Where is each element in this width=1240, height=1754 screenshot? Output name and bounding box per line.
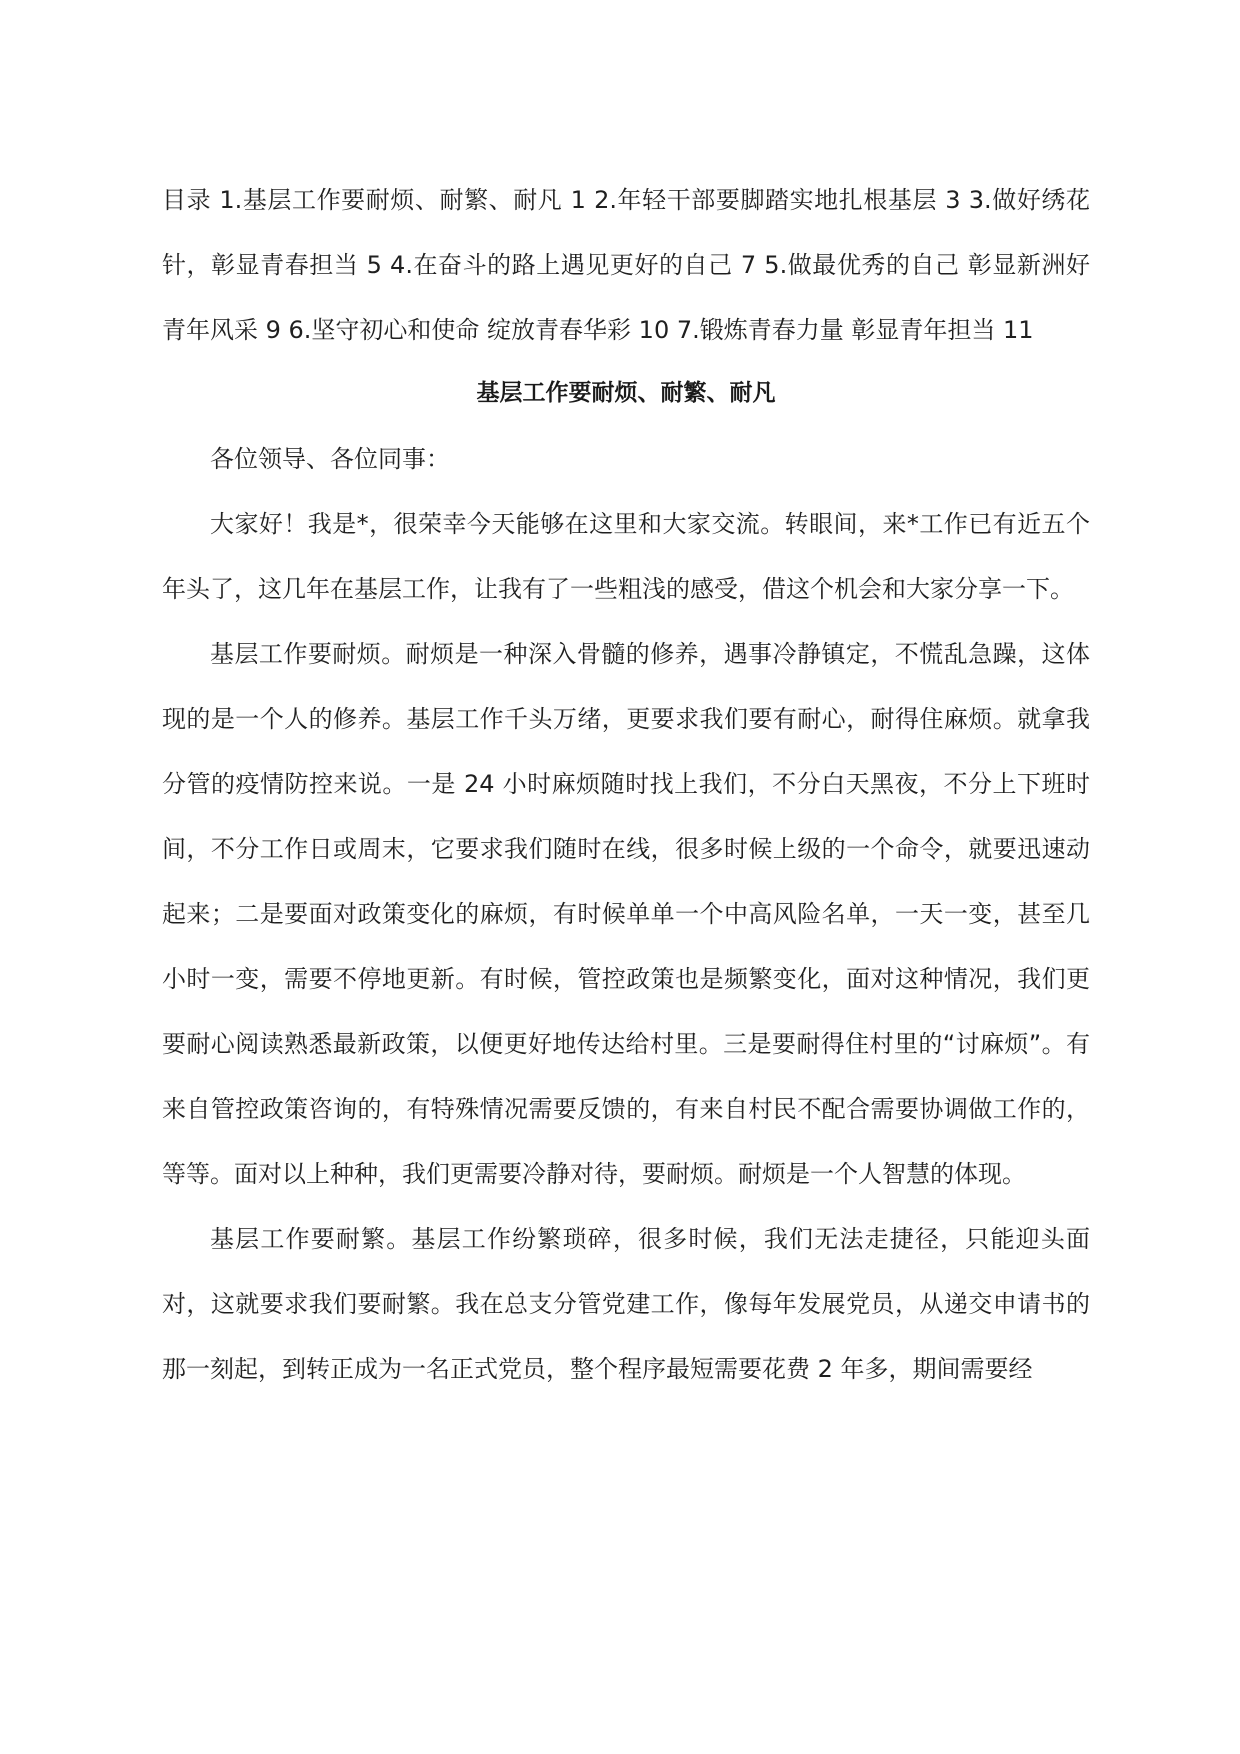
paragraph-patience: 基层工作要耐烦。耐烦是一种深入骨髓的修养，遇事冷静镇定，不慌乱急躁，这体现的是一个人的修养。基层工作千头万绪，更要求我们要有耐心，耐得住麻烦。就拿我分管的疫情防控来说。一是 24 小时麻烦随时找上我们，不分白天黑夜，不分上下班时间，不分工作日或周末，它要求我们随时在线，很多时候上级的一个命令，就要迅速动起来；二是要面对政策变化的麻烦，有时候单单一个中高风险名单，一天一变，甚至几小时一变，需要不停地更新。有时候，管控政策也是频繁变化，面对这种情况，我们更要耐心阅读熟悉最新政策，以便更好地传达给村里。三是要耐得住村里的“讨麻烦”。有来自管控政策咨询的，有特殊情况需要反馈的，有来自村民不配合需要协调做工作的，等等。面对以上种种，我们更需要冷静对待，要耐烦。耐烦是一个人智慧的体现。: [162, 640, 1090, 1188]
table-of-contents: 目录 1.基层工作要耐烦、耐繁、耐凡 1 2.年轻干部要脚踏实地扎根基层 3 3.做好绣花针，彰显青春担当 5 4.在奋斗的路上遇见更好的自己 7 5.做最优秀的自己 彰显新洲好青年风采 9 6.坚守初心和使命 绽放青春华彩 10 7.锻炼青春力量 彰显青年担当 11: [162, 186, 1090, 344]
salutation: 各位领导、各位同事：: [210, 445, 450, 473]
document-title: 基层工作要耐烦、耐繁、耐凡: [476, 380, 776, 406]
paragraph-complexity: 基层工作要耐繁。基层工作纷繁琐碎，很多时候，我们无法走捷径，只能迎头面对，这就要求我们要耐繁。我在总支分管党建工作，像每年发展党员，从递交申请书的那一刻起，到转正成为一名正式党员，整个程序最短需要花费 2 年多，期间需要经: [162, 1225, 1090, 1383]
paragraph-greeting: 大家好！我是*，很荣幸今天能够在这里和大家交流。转眼间，来*工作已有近五个年头了，这几年在基层工作，让我有了一些粗浅的感受，借这个机会和大家分享一下。: [162, 510, 1090, 603]
document-page: [162, 168, 1090, 1402]
